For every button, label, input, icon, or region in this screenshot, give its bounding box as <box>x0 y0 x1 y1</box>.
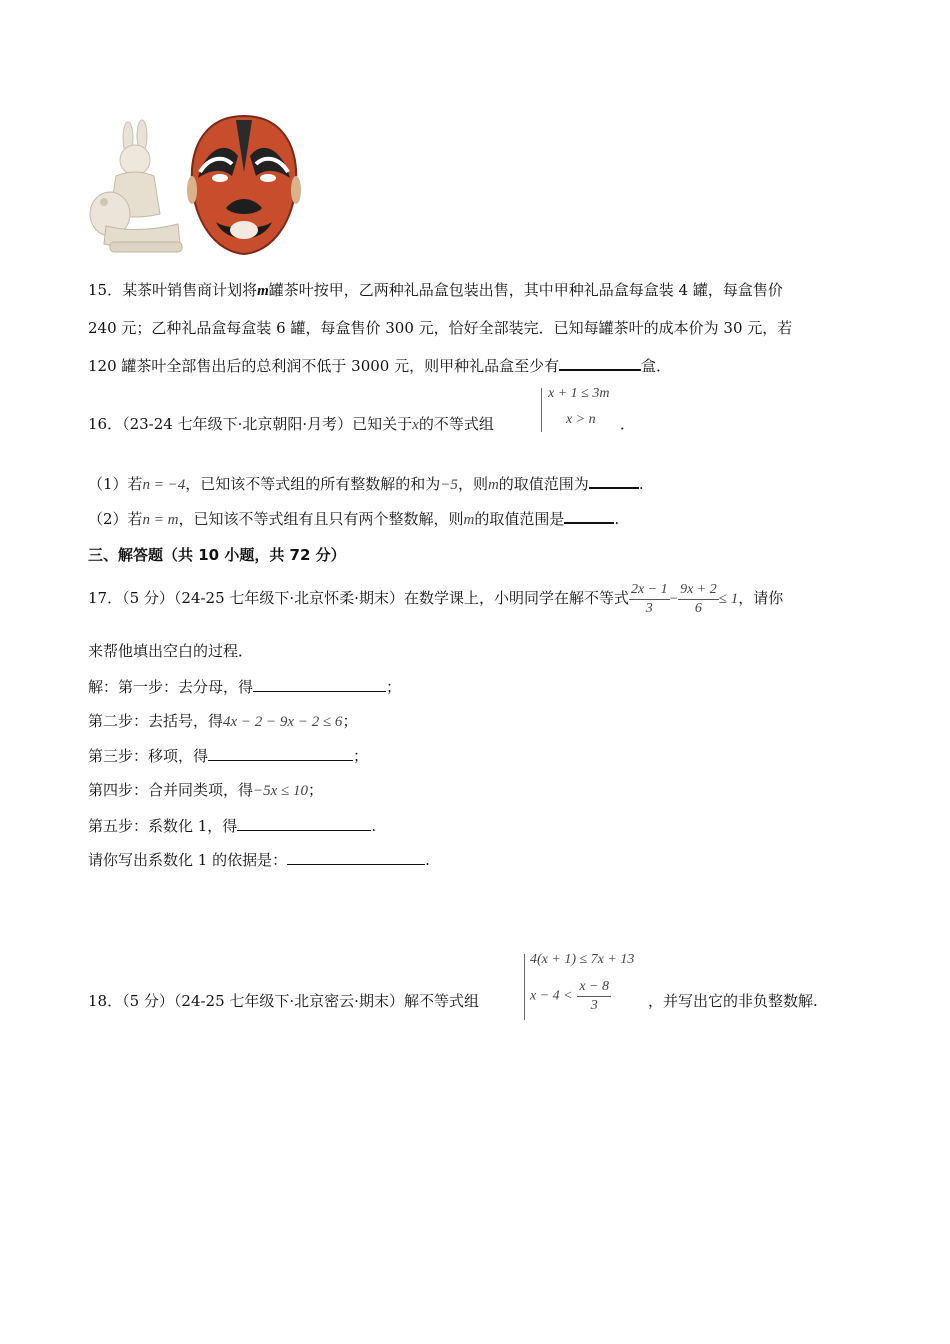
q15-line1: 15．某茶叶销售商计划将m罐茶叶按甲，乙两种礼品盒包装出售，其中甲种礼品盒每盒装 4 罐，每盒售价 <box>88 281 783 299</box>
q16-part1: （1）若n = −4，已知该不等式组的所有整数解的和为−5，则m的取值范围为 . <box>88 475 644 493</box>
q17-step6: 请你写出系数化 1 的依据是： . <box>88 851 430 869</box>
q16-stem: 16．（23-24 七年级下·北京朝阳·月考）已知关于x的不等式组 <box>88 415 494 433</box>
system-brace <box>524 954 525 1020</box>
q18-system-line1: 4(x + 1) ≤ 7x + 13 <box>530 952 635 967</box>
q18-stem: 18．（5 分）（24-25 七年级下·北京密云·期末）解不等式组 <box>88 992 479 1010</box>
fraction: $\frac{x - 8}{3}$ <box>579 979 610 1013</box>
answer-blank[interactable] <box>253 677 386 692</box>
q17-step2: 第二步：去括号，得4x − 2 − 9x − 2 ≤ 6； <box>88 712 358 730</box>
q17-line2: 来帮他填出空白的过程． <box>88 642 254 660</box>
fraction: $\frac{9x + 2}{6}$ <box>680 581 717 616</box>
answer-blank[interactable] <box>237 816 371 831</box>
q16-part2: （2）若n = m，已知该不等式组有且只有两个整数解，则m的取值范围是 . <box>88 510 620 528</box>
q17-stem: 17．（5 分）（24-25 七年级下·北京怀柔·期末）在数学课上，小明同学在解不等式 $\frac{2x - 1}{3}$ − $\frac{9x + 2}{6}$ ≤ 1，请你 <box>88 581 784 616</box>
q16-stem-end: ． <box>620 415 636 433</box>
q15-line3: 120 罐茶叶全部售出后的总利润不低于 3000 元，则甲种礼品盒至少有 盒． <box>88 357 672 375</box>
q18-suffix: ，并写出它的非负整数解. <box>648 992 818 1010</box>
answer-blank[interactable] <box>208 746 353 761</box>
answer-blank[interactable] <box>564 508 614 524</box>
q18-system-line2: x − 4 < $\frac{x - 8}{3}$ <box>530 979 610 1013</box>
q17-step5: 第五步：系数化 1，得 . <box>88 817 377 835</box>
system-brace <box>541 388 542 432</box>
section-heading: 三、解答题（共 10 小题，共 72 分） <box>88 546 346 564</box>
q16-system-line1: x + 1 ≤ 3m <box>548 386 610 401</box>
q15-line2: 240 元；乙种礼品盒每盒装 6 罐，每盒售价 300 元，恰好全部装完．已知每罐茶叶的成本价为 30 元，若 <box>88 319 793 337</box>
q17-step4: 第四步：合并同类项，得−5x ≤ 10； <box>88 781 324 799</box>
opera-mask-image <box>186 112 302 258</box>
answer-blank[interactable] <box>589 473 639 489</box>
answer-blank[interactable] <box>559 355 641 371</box>
rabbit-statue-image <box>88 116 183 256</box>
fraction: $\frac{2x - 1}{3}$ <box>630 581 668 616</box>
q17-step3: 第三步：移项，得 ； <box>88 747 369 765</box>
answer-blank[interactable] <box>287 850 425 865</box>
q16-system-line2: x > n <box>566 412 596 427</box>
q17-step1: 解：第一步：去分母，得 ； <box>88 678 402 696</box>
